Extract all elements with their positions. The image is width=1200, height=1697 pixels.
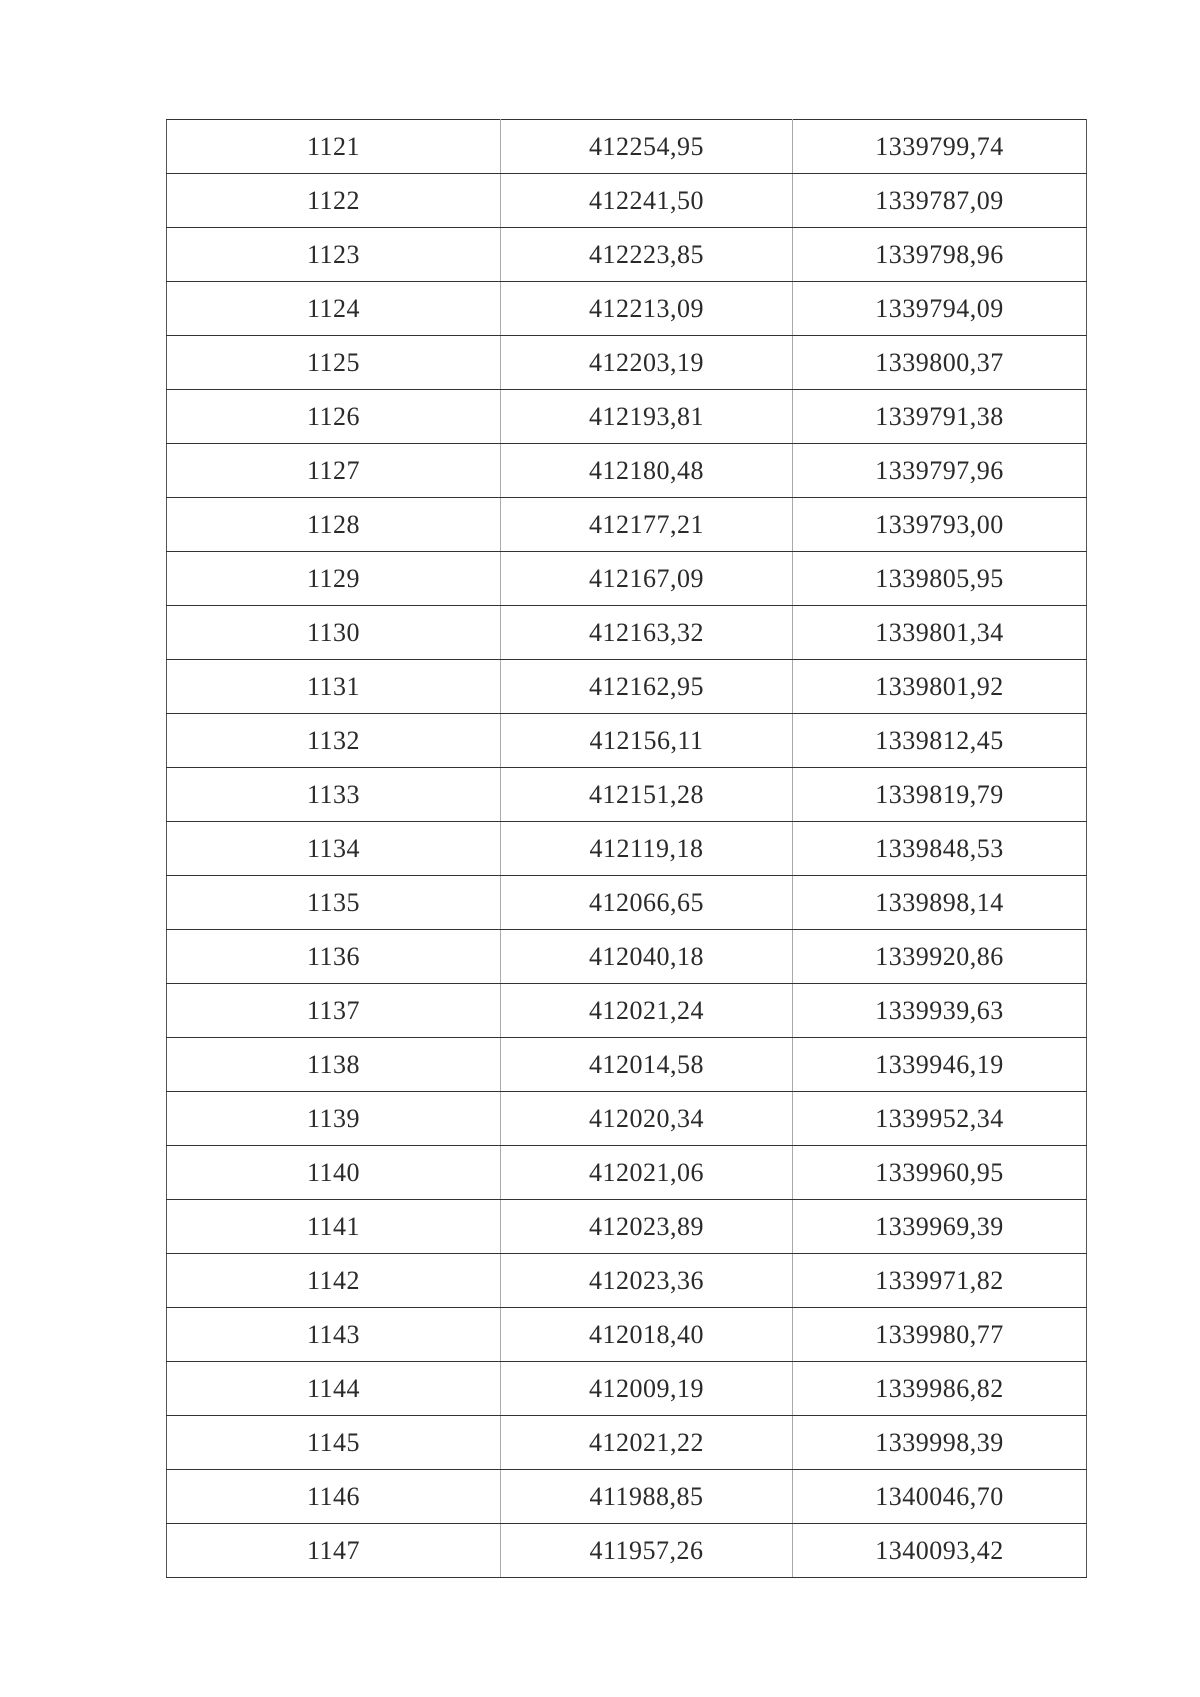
x-coordinate-cell: 412167,09 bbox=[501, 552, 793, 606]
y-coordinate-cell: 1339960,95 bbox=[793, 1146, 1087, 1200]
table-row bbox=[167, 606, 1087, 660]
x-coordinate-cell: 412040,18 bbox=[501, 930, 793, 984]
x-coordinate-cell: 412009,19 bbox=[501, 1362, 793, 1416]
point-number-cell: 1145 bbox=[167, 1416, 501, 1470]
table-row bbox=[167, 120, 1087, 174]
table-row bbox=[167, 1200, 1087, 1254]
point-number-cell: 1144 bbox=[167, 1362, 501, 1416]
table-row bbox=[167, 444, 1087, 498]
point-number-cell: 1141 bbox=[167, 1200, 501, 1254]
point-number-cell: 1140 bbox=[167, 1146, 501, 1200]
x-coordinate-cell: 412066,65 bbox=[501, 876, 793, 930]
table-row bbox=[167, 552, 1087, 606]
y-coordinate-cell: 1339986,82 bbox=[793, 1362, 1087, 1416]
y-coordinate-cell: 1340093,42 bbox=[793, 1524, 1087, 1578]
y-coordinate-cell: 1339952,34 bbox=[793, 1092, 1087, 1146]
x-coordinate-cell: 412180,48 bbox=[501, 444, 793, 498]
point-number-cell: 1142 bbox=[167, 1254, 501, 1308]
x-coordinate-cell: 412162,95 bbox=[501, 660, 793, 714]
y-coordinate-cell: 1339787,09 bbox=[793, 174, 1087, 228]
table-row bbox=[167, 228, 1087, 282]
table-row bbox=[167, 1524, 1087, 1578]
table-row bbox=[167, 1308, 1087, 1362]
point-number-cell: 1130 bbox=[167, 606, 501, 660]
x-coordinate-cell: 412177,21 bbox=[501, 498, 793, 552]
y-coordinate-cell: 1339998,39 bbox=[793, 1416, 1087, 1470]
y-coordinate-cell: 1339939,63 bbox=[793, 984, 1087, 1038]
y-coordinate-cell: 1339798,96 bbox=[793, 228, 1087, 282]
y-coordinate-cell: 1339801,92 bbox=[793, 660, 1087, 714]
point-number-cell: 1143 bbox=[167, 1308, 501, 1362]
table-row bbox=[167, 876, 1087, 930]
point-number-cell: 1134 bbox=[167, 822, 501, 876]
x-coordinate-cell: 412163,32 bbox=[501, 606, 793, 660]
y-coordinate-cell: 1340046,70 bbox=[793, 1470, 1087, 1524]
table-row bbox=[167, 768, 1087, 822]
y-coordinate-cell: 1339812,45 bbox=[793, 714, 1087, 768]
y-coordinate-cell: 1339946,19 bbox=[793, 1038, 1087, 1092]
table-row bbox=[167, 498, 1087, 552]
y-coordinate-cell: 1339794,09 bbox=[793, 282, 1087, 336]
point-number-cell: 1129 bbox=[167, 552, 501, 606]
table-row bbox=[167, 390, 1087, 444]
point-number-cell: 1125 bbox=[167, 336, 501, 390]
y-coordinate-cell: 1339805,95 bbox=[793, 552, 1087, 606]
y-coordinate-cell: 1339797,96 bbox=[793, 444, 1087, 498]
x-coordinate-cell: 412151,28 bbox=[501, 768, 793, 822]
x-coordinate-cell: 412156,11 bbox=[501, 714, 793, 768]
table-row bbox=[167, 336, 1087, 390]
coordinates-table bbox=[166, 119, 1087, 1578]
table-row bbox=[167, 1362, 1087, 1416]
y-coordinate-cell: 1339971,82 bbox=[793, 1254, 1087, 1308]
y-coordinate-cell: 1339898,14 bbox=[793, 876, 1087, 930]
table-row bbox=[167, 282, 1087, 336]
x-coordinate-cell: 412254,95 bbox=[501, 120, 793, 174]
point-number-cell: 1126 bbox=[167, 390, 501, 444]
x-coordinate-cell: 412018,40 bbox=[501, 1308, 793, 1362]
x-coordinate-cell: 412193,81 bbox=[501, 390, 793, 444]
x-coordinate-cell: 412020,34 bbox=[501, 1092, 793, 1146]
point-number-cell: 1147 bbox=[167, 1524, 501, 1578]
point-number-cell: 1124 bbox=[167, 282, 501, 336]
table-row bbox=[167, 984, 1087, 1038]
x-coordinate-cell: 411988,85 bbox=[501, 1470, 793, 1524]
x-coordinate-cell: 411957,26 bbox=[501, 1524, 793, 1578]
point-number-cell: 1132 bbox=[167, 714, 501, 768]
y-coordinate-cell: 1339819,79 bbox=[793, 768, 1087, 822]
y-coordinate-cell: 1339791,38 bbox=[793, 390, 1087, 444]
table-row bbox=[167, 174, 1087, 228]
point-number-cell: 1133 bbox=[167, 768, 501, 822]
table-row bbox=[167, 660, 1087, 714]
table-row bbox=[167, 930, 1087, 984]
y-coordinate-cell: 1339969,39 bbox=[793, 1200, 1087, 1254]
point-number-cell: 1137 bbox=[167, 984, 501, 1038]
y-coordinate-cell: 1339801,34 bbox=[793, 606, 1087, 660]
x-coordinate-cell: 412021,22 bbox=[501, 1416, 793, 1470]
x-coordinate-cell: 412223,85 bbox=[501, 228, 793, 282]
point-number-cell: 1121 bbox=[167, 120, 501, 174]
table-row bbox=[167, 1416, 1087, 1470]
point-number-cell: 1146 bbox=[167, 1470, 501, 1524]
x-coordinate-cell: 412203,19 bbox=[501, 336, 793, 390]
y-coordinate-cell: 1339920,86 bbox=[793, 930, 1087, 984]
point-number-cell: 1135 bbox=[167, 876, 501, 930]
x-coordinate-cell: 412119,18 bbox=[501, 822, 793, 876]
point-number-cell: 1128 bbox=[167, 498, 501, 552]
y-coordinate-cell: 1339793,00 bbox=[793, 498, 1087, 552]
x-coordinate-cell: 412023,89 bbox=[501, 1200, 793, 1254]
x-coordinate-cell: 412241,50 bbox=[501, 174, 793, 228]
table-row bbox=[167, 1470, 1087, 1524]
point-number-cell: 1122 bbox=[167, 174, 501, 228]
table-row bbox=[167, 1092, 1087, 1146]
point-number-cell: 1136 bbox=[167, 930, 501, 984]
point-number-cell: 1127 bbox=[167, 444, 501, 498]
table-row bbox=[167, 822, 1087, 876]
x-coordinate-cell: 412213,09 bbox=[501, 282, 793, 336]
x-coordinate-cell: 412021,24 bbox=[501, 984, 793, 1038]
point-number-cell: 1123 bbox=[167, 228, 501, 282]
point-number-cell: 1131 bbox=[167, 660, 501, 714]
table-row bbox=[167, 1146, 1087, 1200]
y-coordinate-cell: 1339980,77 bbox=[793, 1308, 1087, 1362]
x-coordinate-cell: 412023,36 bbox=[501, 1254, 793, 1308]
x-coordinate-cell: 412014,58 bbox=[501, 1038, 793, 1092]
x-coordinate-cell: 412021,06 bbox=[501, 1146, 793, 1200]
coordinates-table-body bbox=[167, 120, 1087, 1578]
y-coordinate-cell: 1339848,53 bbox=[793, 822, 1087, 876]
point-number-cell: 1139 bbox=[167, 1092, 501, 1146]
y-coordinate-cell: 1339800,37 bbox=[793, 336, 1087, 390]
y-coordinate-cell: 1339799,74 bbox=[793, 120, 1087, 174]
table-row bbox=[167, 1254, 1087, 1308]
table-row bbox=[167, 714, 1087, 768]
table-row bbox=[167, 1038, 1087, 1092]
point-number-cell: 1138 bbox=[167, 1038, 501, 1092]
